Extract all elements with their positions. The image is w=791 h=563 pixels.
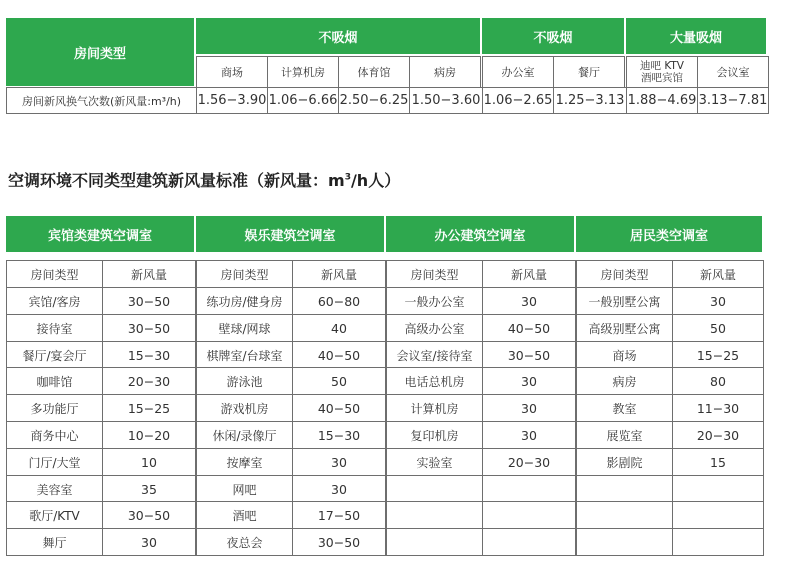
heading-sup: 3: [344, 172, 351, 183]
table-cell: 1.25−3.13: [553, 87, 627, 114]
table-cell-fresh-air: 30: [292, 448, 386, 476]
section-heading: [8, 168, 400, 191]
table-cell-room-type: 实验室: [386, 448, 483, 476]
table-cell-fresh-air: [672, 501, 764, 529]
table-cell-fresh-air: [482, 475, 576, 503]
column-header-fresh-air: 新风量: [292, 260, 386, 288]
table-cell-room-type: [576, 501, 673, 529]
table-cell-room-type: 棋牌室/台球室: [196, 341, 293, 369]
table-cell-fresh-air: 20−30: [482, 448, 576, 476]
table-cell-fresh-air: 30: [482, 367, 576, 395]
table-cell-fresh-air: 50: [672, 314, 764, 342]
table-cell-room-type: 商务中心: [6, 421, 103, 449]
table-cell: 1.06−6.66: [267, 87, 339, 114]
table-cell-room-type: 会议室/接待室: [386, 341, 483, 369]
table-cell-fresh-air: [672, 528, 764, 556]
table-cell-fresh-air: 15−25: [102, 394, 196, 422]
group-header-hotel: 宾馆类建筑空调室: [6, 216, 194, 252]
table-cell-room-type: 影剧院: [576, 448, 673, 476]
table-cell-room-type: 酒吧: [196, 501, 293, 529]
table-cell-fresh-air: 40−50: [482, 314, 576, 342]
table-cell-fresh-air: 30: [482, 421, 576, 449]
table-cell-room-type: 咖啡馆: [6, 367, 103, 395]
table-cell-fresh-air: 30: [482, 394, 576, 422]
table-cell-fresh-air: 30−50: [102, 314, 196, 342]
table-cell-fresh-air: 30−50: [292, 528, 386, 556]
table-cell-room-type: 美容室: [6, 475, 103, 503]
column-header-two-line: [626, 56, 698, 88]
group-header-no-smoking-2: 不吸烟: [482, 18, 624, 54]
column-header-fresh-air: 新风量: [102, 260, 196, 288]
column-header: 餐厅: [553, 56, 625, 88]
table-cell-fresh-air: 17−50: [292, 501, 386, 529]
table-cell-fresh-air: 30: [102, 528, 196, 556]
table-cell-fresh-air: 30−50: [482, 341, 576, 369]
table-cell-fresh-air: 15−25: [672, 341, 764, 369]
table-cell-fresh-air: 10: [102, 448, 196, 476]
heading-text: /h人）: [350, 171, 401, 190]
table-cell: 1.50−3.60: [409, 87, 483, 114]
table-cell-room-type: 门厅/大堂: [6, 448, 103, 476]
group-header-heavy-smoking: 大量吸烟: [626, 18, 766, 54]
table-cell: 2.50−6.25: [338, 87, 410, 114]
column-header: 商场: [196, 56, 268, 88]
table-cell-room-type: 休闲/录像厅: [196, 421, 293, 449]
group-header-residential: 居民类空调室: [576, 216, 762, 252]
row-label: 房间新风换气次数(新风量:m³/h): [6, 87, 197, 114]
table-cell-room-type: 接待室: [6, 314, 103, 342]
table-cell-room-type: 计算机房: [386, 394, 483, 422]
table-cell-room-type: 展览室: [576, 421, 673, 449]
table-cell-room-type: 一般办公室: [386, 287, 483, 315]
heading-text: 空调环境不同类型建筑新风量标准（新风量：m: [8, 171, 345, 190]
room-type-header: 房间类型: [6, 18, 194, 86]
table-cell: 3.13−7.81: [697, 87, 769, 114]
table-cell-room-type: 练功房/健身房: [196, 287, 293, 315]
table-cell-fresh-air: 10−20: [102, 421, 196, 449]
table-cell-room-type: 电话总机房: [386, 367, 483, 395]
column-header-room-type: 房间类型: [576, 260, 673, 288]
table-cell-room-type: 病房: [576, 367, 673, 395]
table-cell-fresh-air: 80: [672, 367, 764, 395]
table-cell-room-type: 网吧: [196, 475, 293, 503]
table-cell-room-type: 游戏机房: [196, 394, 293, 422]
table-cell-fresh-air: 30: [482, 287, 576, 315]
table-cell-fresh-air: 50: [292, 367, 386, 395]
column-header-line: 迪吧 KTV: [639, 60, 684, 72]
table-cell-fresh-air: 40−50: [292, 394, 386, 422]
table-cell-fresh-air: 20−30: [102, 367, 196, 395]
table-cell-fresh-air: 15−30: [102, 341, 196, 369]
table-cell-fresh-air: 35: [102, 475, 196, 503]
table-cell-fresh-air: [672, 475, 764, 503]
table-cell-fresh-air: 11−30: [672, 394, 764, 422]
table-cell-room-type: 一般别墅公寓: [576, 287, 673, 315]
table-cell-room-type: 高级办公室: [386, 314, 483, 342]
table-cell-room-type: 多功能厅: [6, 394, 103, 422]
table-cell-room-type: 夜总会: [196, 528, 293, 556]
table-cell-room-type: 宾馆/客房: [6, 287, 103, 315]
column-header: 办公室: [482, 56, 554, 88]
table-cell-room-type: [576, 475, 673, 503]
column-header-line: 酒吧宾馆: [641, 72, 683, 84]
table-cell-room-type: 高级别墅公寓: [576, 314, 673, 342]
table-cell-room-type: 商场: [576, 341, 673, 369]
table-cell: 1.88−4.69: [626, 87, 698, 114]
table-cell-room-type: [386, 528, 483, 556]
table-cell-fresh-air: 30: [292, 475, 386, 503]
table-cell-fresh-air: 30−50: [102, 501, 196, 529]
table-cell-room-type: [386, 475, 483, 503]
group-header-entertainment: 娱乐建筑空调室: [196, 216, 384, 252]
column-header-room-type: 房间类型: [386, 260, 483, 288]
table-cell-fresh-air: 40: [292, 314, 386, 342]
table-cell-room-type: 餐厅/宴会厅: [6, 341, 103, 369]
table-cell-fresh-air: 30: [672, 287, 764, 315]
table-cell-fresh-air: 40−50: [292, 341, 386, 369]
table-cell-fresh-air: 30−50: [102, 287, 196, 315]
column-header-room-type: 房间类型: [6, 260, 103, 288]
table-cell-fresh-air: 15: [672, 448, 764, 476]
table-cell: 1.06−2.65: [482, 87, 554, 114]
column-header: 体育馆: [338, 56, 410, 88]
table-cell: 1.56−3.90: [196, 87, 268, 114]
table-cell-fresh-air: 60−80: [292, 287, 386, 315]
table-cell-fresh-air: 20−30: [672, 421, 764, 449]
table-cell-room-type: 游泳池: [196, 367, 293, 395]
table-cell-room-type: [386, 501, 483, 529]
table-cell-room-type: 教室: [576, 394, 673, 422]
table-cell-fresh-air: [482, 501, 576, 529]
group-header-no-smoking-1: 不吸烟: [196, 18, 480, 54]
table-cell-room-type: 复印机房: [386, 421, 483, 449]
table-cell-room-type: 按摩室: [196, 448, 293, 476]
table-cell-room-type: 壁球/网球: [196, 314, 293, 342]
table-cell-room-type: [576, 528, 673, 556]
table-cell-room-type: 舞厅: [6, 528, 103, 556]
column-header: 计算机房: [267, 56, 339, 88]
column-header-fresh-air: 新风量: [482, 260, 576, 288]
table-cell-fresh-air: [482, 528, 576, 556]
column-header-fresh-air: 新风量: [672, 260, 764, 288]
column-header-room-type: 房间类型: [196, 260, 293, 288]
table-cell-fresh-air: 15−30: [292, 421, 386, 449]
group-header-office: 办公建筑空调室: [386, 216, 574, 252]
table-cell-room-type: 歌厅/KTV: [6, 501, 103, 529]
column-header: 病房: [409, 56, 481, 88]
column-header: 会议室: [697, 56, 769, 88]
